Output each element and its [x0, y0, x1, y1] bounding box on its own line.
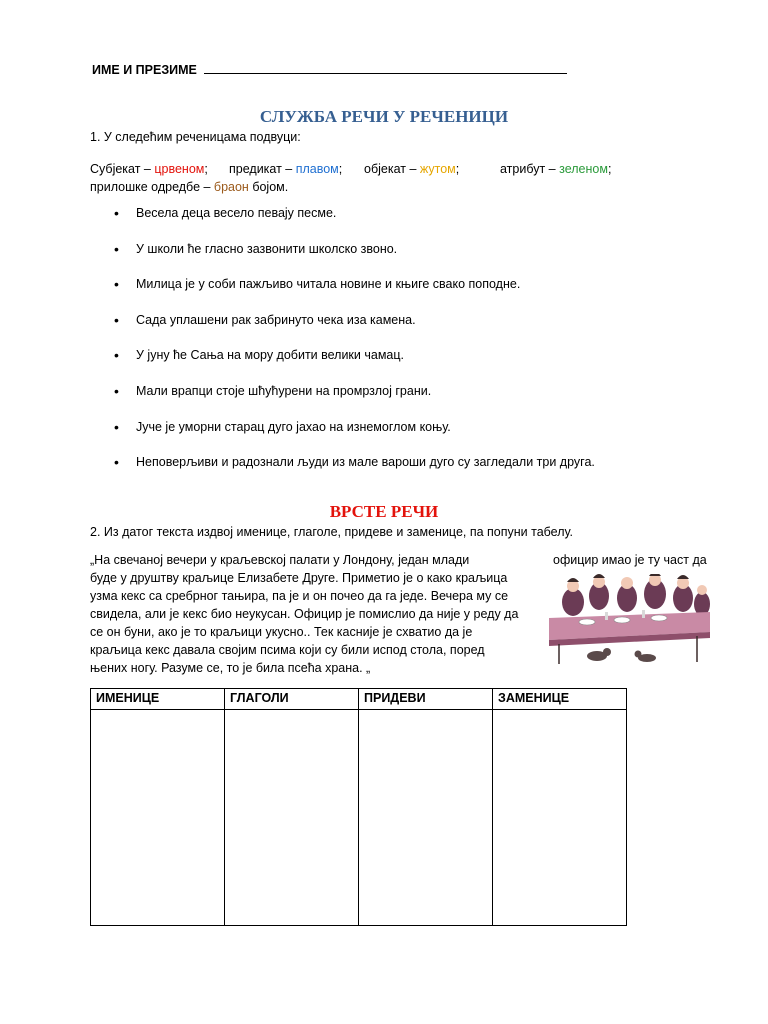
list-item: • Јуче је уморни старац дуго јахао на изнемоглом коњу.: [114, 420, 595, 456]
legend-object-color: жутом: [419, 162, 456, 176]
list-item: • Сада уплашени рак забринуто чека иза камена.: [114, 313, 595, 349]
table-header-pronouns: ЗАМЕНИЦЕ: [493, 689, 627, 710]
passage-line: се он буни, ако је то краљици укусно.. Тек касније је схватио да је: [90, 625, 473, 639]
passage-line-right: официр имао је ту част да: [553, 553, 707, 567]
passage-line: свидела, али је кекс био неукусан. Официр је помислио да није у реду да: [90, 607, 519, 621]
legend-object-group: објекат – жутом;: [364, 162, 460, 176]
section1-title: СЛУЖБА РЕЧИ У РЕЧЕНИЦИ: [259, 107, 509, 126]
legend-adverbial: прилошке одредбе –: [90, 180, 214, 194]
list-item: • У јуну ће Сања на мору добити велики чамац.: [114, 348, 595, 384]
name-blank-line[interactable]: [204, 62, 567, 74]
passage-line: узма кекс са сребрног тањира, па је и он почео да га једе. Вечера му се: [90, 589, 509, 603]
legend-subject: Субјекат –: [90, 162, 155, 176]
name-label: ИМЕ И ПРЕЗИМЕ: [92, 63, 197, 77]
story-passage: [90, 551, 530, 677]
section1-task: 1. У следећим реченицама подвуци:: [90, 130, 301, 144]
list-item: • Неповерљиви и радознали људи из мале вароши дуго су загледали три друга.: [114, 455, 595, 491]
legend-attribute-group: атрибут – зеленом;: [500, 162, 612, 176]
name-field: [92, 62, 567, 77]
color-legend-line1: Субјекат – црвеном;: [90, 162, 208, 176]
legend-tail: бојом.: [248, 180, 289, 194]
legend-predicate: предикат –: [229, 162, 296, 176]
legend-predicate-color: плавом: [295, 162, 339, 176]
legend-object: објекат –: [364, 162, 420, 176]
passage-line: њених ногу. Разуме се, то је била псећа храна. „: [90, 661, 371, 675]
list-item: • Мали врапци стоје шћућурени на промрзлој грани.: [114, 384, 595, 420]
list-item: • Милица је у соби пажљиво читала новине и књиге свако поподне.: [114, 277, 595, 313]
section2-title: ВРСТЕ РЕЧИ: [329, 502, 439, 521]
table-cell-pronouns[interactable]: [493, 710, 627, 926]
list-item: • Весела деца весело певају песме.: [114, 206, 595, 242]
table-cell-nouns[interactable]: [91, 710, 225, 926]
table-header-verbs: ГЛАГОЛИ: [225, 689, 359, 710]
legend-adverbial-color: браон: [213, 180, 249, 194]
legend-attribute: атрибут –: [500, 162, 560, 176]
legend-subject-color: црвеном: [154, 162, 205, 176]
table-header-adjectives: ПРИДЕВИ: [359, 689, 493, 710]
list-item: • У школи ће гласно зазвонити школско звоно.: [114, 242, 595, 278]
table-header-nouns: ИМЕНИЦЕ: [91, 689, 225, 710]
table-cell-adjectives[interactable]: [359, 710, 493, 926]
passage-line: краљица кекс давала својим псима који су били испод стола, поред: [90, 643, 485, 657]
passage-line: „На свечаној вечери у краљевској палати у Лондону, један млади: [90, 553, 470, 567]
legend-attribute-color: зеленом: [559, 162, 608, 176]
table-cell-verbs[interactable]: [225, 710, 359, 926]
legend-predicate-group: предикат – плавом;: [229, 162, 343, 176]
color-legend-line2: [90, 178, 288, 196]
section2-task: 2. Из датог текста издвој именице, глаголе, придеве и заменице, па попуни табелу.: [90, 525, 573, 539]
word-types-table: [90, 688, 627, 926]
passage-line: буде у друштву краљице Елизабете Друге. Приметио је о како краљица: [90, 571, 508, 585]
royal-dinner-illustration: [547, 574, 712, 666]
sentence-list: [114, 206, 595, 491]
